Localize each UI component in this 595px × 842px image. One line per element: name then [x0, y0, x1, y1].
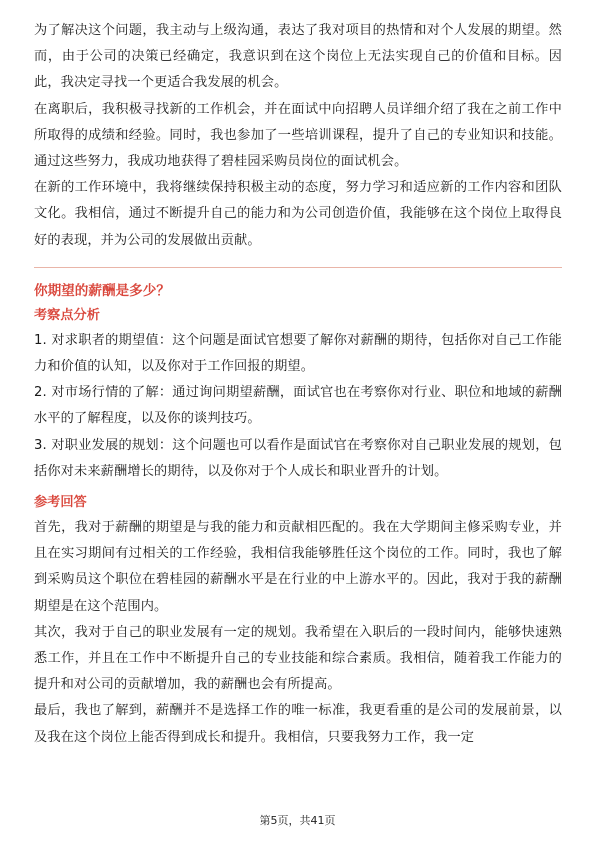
- reference-paragraph: 其次，我对于自己的职业发展有一定的规划。我希望在入职后的一段时间内，能够快速熟悉工作，并且在工作中不断提升自己的专业技能和综合素质。我相信，随着我工作能力的提升和对公司的贡献增加，我的薪酬也会有所提高。: [34, 624, 562, 693]
- reference-heading: 参考回答: [34, 495, 87, 511]
- page-content: [34, 18, 562, 751]
- page-footer: 第5页，共41页: [259, 814, 336, 827]
- analysis-item: 1. 对求职者的期望值：这个问题是面试官想要了解你对薪酬的期待，包括你对自己工作能力和价值的认知，以及你对于工作回报的期望。: [34, 332, 562, 375]
- analysis-heading: 考察点分析: [34, 307, 100, 323]
- intro-paragraph: 为了解决这个问题，我主动与上级沟通，表达了我对项目的热情和对个人发展的期望。然而，由于公司的决策已经确定，我意识到在这个岗位上无法实现自己的价值和目标。因此，我决定寻找一个更适合我发展的机会。: [34, 23, 562, 91]
- reference-paragraph: 首先，我对于薪酬的期望是与我的能力和贡献相匹配的。我在大学期间主修采购专业，并且在实习期间有过相关的工作经验，我相信我能够胜任这个岗位的工作。同时，我也了解到采购员这个职位在碧桂园的薪酬水平是在行业的中上游水平的。因此，我对于我的薪酬期望是在这个范围内。: [34, 520, 562, 614]
- analysis-item: 3. 对职业发展的规划：这个问题也可以看作是面试官在考察你对自己职业发展的规划，包括你对未来薪酬增长的期待，以及你对于个人成长和职业晋升的计划。: [34, 437, 562, 479]
- intro-paragraph: 在新的工作环境中，我将继续保持积极主动的态度，努力学习和适应新的工作内容和团队文化。我相信，通过不断提升自己的能力和为公司创造价值，我能够在这个岗位上取得良好的表现，并为公司的发展做出贡献。: [34, 180, 562, 248]
- intro-paragraph: 在离职后，我积极寻找新的工作机会，并在面试中向招聘人员详细介绍了我在之前工作中所取得的成绩和经验。同时，我也参加了一些培训课程，提升了自己的专业知识和技能。通过这些努力，我成功地获得了碧桂园采购员岗位的面试机会。: [34, 101, 562, 170]
- reference-paragraph: 最后，我也了解到，薪酬并不是选择工作的唯一标准，我更看重的是公司的发展前景，以及我在这个岗位上能否得到成长和提升。我相信，只要我努力工作，我一定: [34, 703, 562, 745]
- analysis-item: 2. 对市场行情的了解：通过询问期望薪酬，面试官也在考察你对行业、职位和地域的薪酬水平的了解程度，以及你的谈判技巧。: [34, 385, 562, 427]
- question-title: 你期望的薪酬是多少？: [34, 282, 170, 299]
- section-divider: [34, 267, 562, 268]
